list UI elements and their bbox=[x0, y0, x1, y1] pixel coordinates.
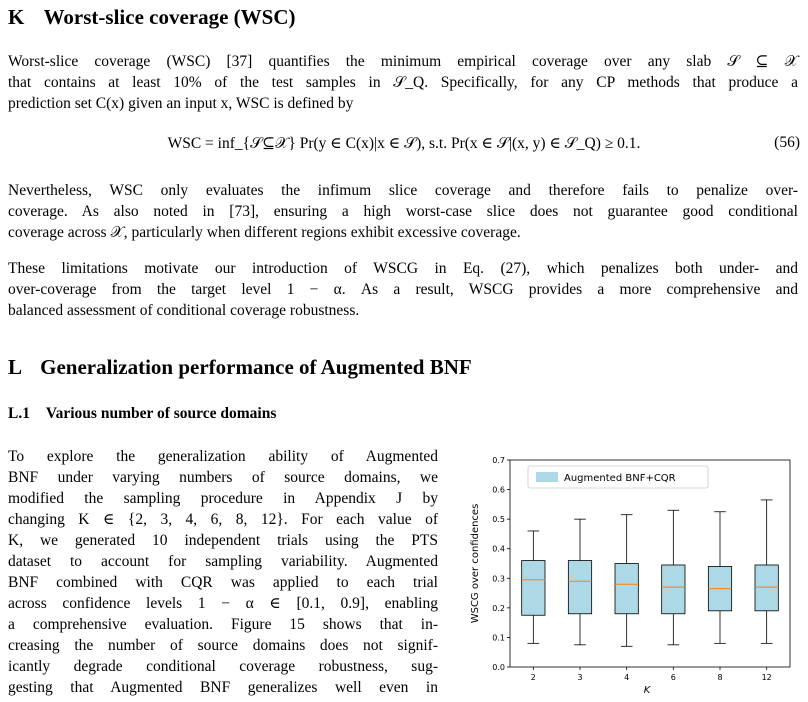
section-k-title: Worst-slice coverage (WSC) bbox=[43, 5, 296, 29]
para-line: changing K ∈ {2, 3, 4, 6, 8, 12}. For each value of bbox=[8, 511, 438, 528]
section-k-para2 bbox=[8, 180, 798, 243]
box-4 bbox=[615, 564, 638, 614]
para-line: icantly degrade conditional coverage robustness, sug- bbox=[8, 658, 438, 675]
wscg-boxplot bbox=[460, 452, 800, 702]
y-tick-label: 0.0 bbox=[492, 663, 505, 672]
para-line: Nevertheless, WSC only evaluates the infimum slice coverage and therefore fails to penalize over- bbox=[8, 182, 798, 199]
para-line: coverage. As also noted in [73], ensuring a high worst-case slice does not guarantee good conditional bbox=[8, 203, 798, 220]
equation-text: WSC = inf_{𝒮⊆𝒳} Pr(y ∈ C(x)|x ∈ 𝒮), s.t. Pr(x ∈ 𝒮|(x, y) ∈ 𝒮_Q) ≥ 0.1. bbox=[167, 135, 641, 152]
x-tick-label: 6 bbox=[670, 673, 676, 682]
legend-label: Augmented BNF+CQR bbox=[564, 473, 676, 484]
para-line: creasing the number of source domains does not signif- bbox=[8, 637, 438, 654]
box-6 bbox=[662, 565, 685, 614]
y-tick-label: 0.2 bbox=[492, 603, 505, 613]
subsection-title: Various number of source domains bbox=[45, 405, 277, 422]
box-3 bbox=[568, 561, 591, 614]
y-tick-label: 0.1 bbox=[492, 633, 505, 643]
para-line: These limitations motivate our introduction of WSCG in Eq. (27), which penalizes both under- and bbox=[8, 260, 798, 277]
para-line: across confidence levels 1 − α ∈ [0.1, 0.9], enabling bbox=[8, 595, 438, 612]
para-line: coverage across 𝒳, particularly when different regions exhibit excessive coverage. bbox=[8, 224, 521, 241]
legend-swatch bbox=[536, 472, 558, 482]
para-line: gesting that Augmented BNF generalizes well even in bbox=[8, 679, 438, 696]
y-tick-label: 0.7 bbox=[492, 456, 505, 465]
x-tick-label: 8 bbox=[717, 673, 723, 682]
box-12 bbox=[755, 565, 778, 611]
y-axis-label: WSCG over confidences bbox=[470, 503, 481, 624]
section-l-heading bbox=[8, 355, 472, 380]
x-tick-label: 2 bbox=[530, 673, 536, 682]
x-tick-label: 12 bbox=[761, 673, 772, 682]
para-line: modified the sampling procedure in Appendix J by bbox=[8, 490, 438, 507]
section-l-para bbox=[8, 446, 438, 698]
section-k-number: K bbox=[8, 5, 25, 29]
section-l-title: Generalization performance of Augmented BNF bbox=[40, 355, 472, 379]
para-line: over-coverage from the target level 1 − α. As a result, WSCG provides a more comprehensive and bbox=[8, 281, 798, 298]
section-l-number: L bbox=[8, 355, 21, 379]
section-k-heading bbox=[8, 5, 296, 30]
section-k-para1 bbox=[8, 51, 798, 114]
y-tick-label: 0.6 bbox=[492, 485, 505, 495]
y-tick-label: 0.5 bbox=[492, 515, 505, 525]
x-tick-label: 3 bbox=[577, 673, 583, 682]
para-line: Worst-slice coverage (WSC) [37] quantifies the minimum empirical coverage over any slab 𝒮 ⊆ 𝒳 bbox=[8, 53, 798, 70]
para-line: To explore the generalization ability of Augmented bbox=[8, 448, 438, 465]
plot-frame bbox=[510, 460, 790, 667]
x-axis-label: K bbox=[643, 685, 651, 696]
equation-number: (56) bbox=[774, 134, 800, 151]
subsection-number: L.1 bbox=[8, 405, 30, 422]
y-tick-label: 0.4 bbox=[492, 544, 505, 554]
para-line: BNF combined with CQR was applied to each trial bbox=[8, 574, 438, 591]
para-line: a comprehensive evaluation. Figure 15 shows that in- bbox=[8, 616, 438, 633]
para-line: dataset to account for sampling variability. Augmented bbox=[8, 553, 438, 570]
para-line: that contains at least 10% of the test samples in 𝒮_Q. Specifically, for any CP methods that produce a bbox=[8, 74, 798, 91]
x-tick-label: 4 bbox=[624, 673, 630, 682]
section-k-para3 bbox=[8, 258, 798, 321]
y-tick-label: 0.3 bbox=[492, 574, 505, 584]
para-line: BNF under varying numbers of source domains, we bbox=[8, 469, 438, 486]
equation-56 bbox=[0, 134, 808, 153]
para-line: K, we generated 10 independent trials using the PTS bbox=[8, 532, 438, 549]
box-2 bbox=[522, 561, 545, 616]
para-line: prediction set C(x) given an input x, WSC is defined by bbox=[8, 95, 354, 112]
para-line: balanced assessment of conditional coverage robustness. bbox=[8, 302, 360, 319]
subsection-l1-heading bbox=[8, 405, 276, 423]
